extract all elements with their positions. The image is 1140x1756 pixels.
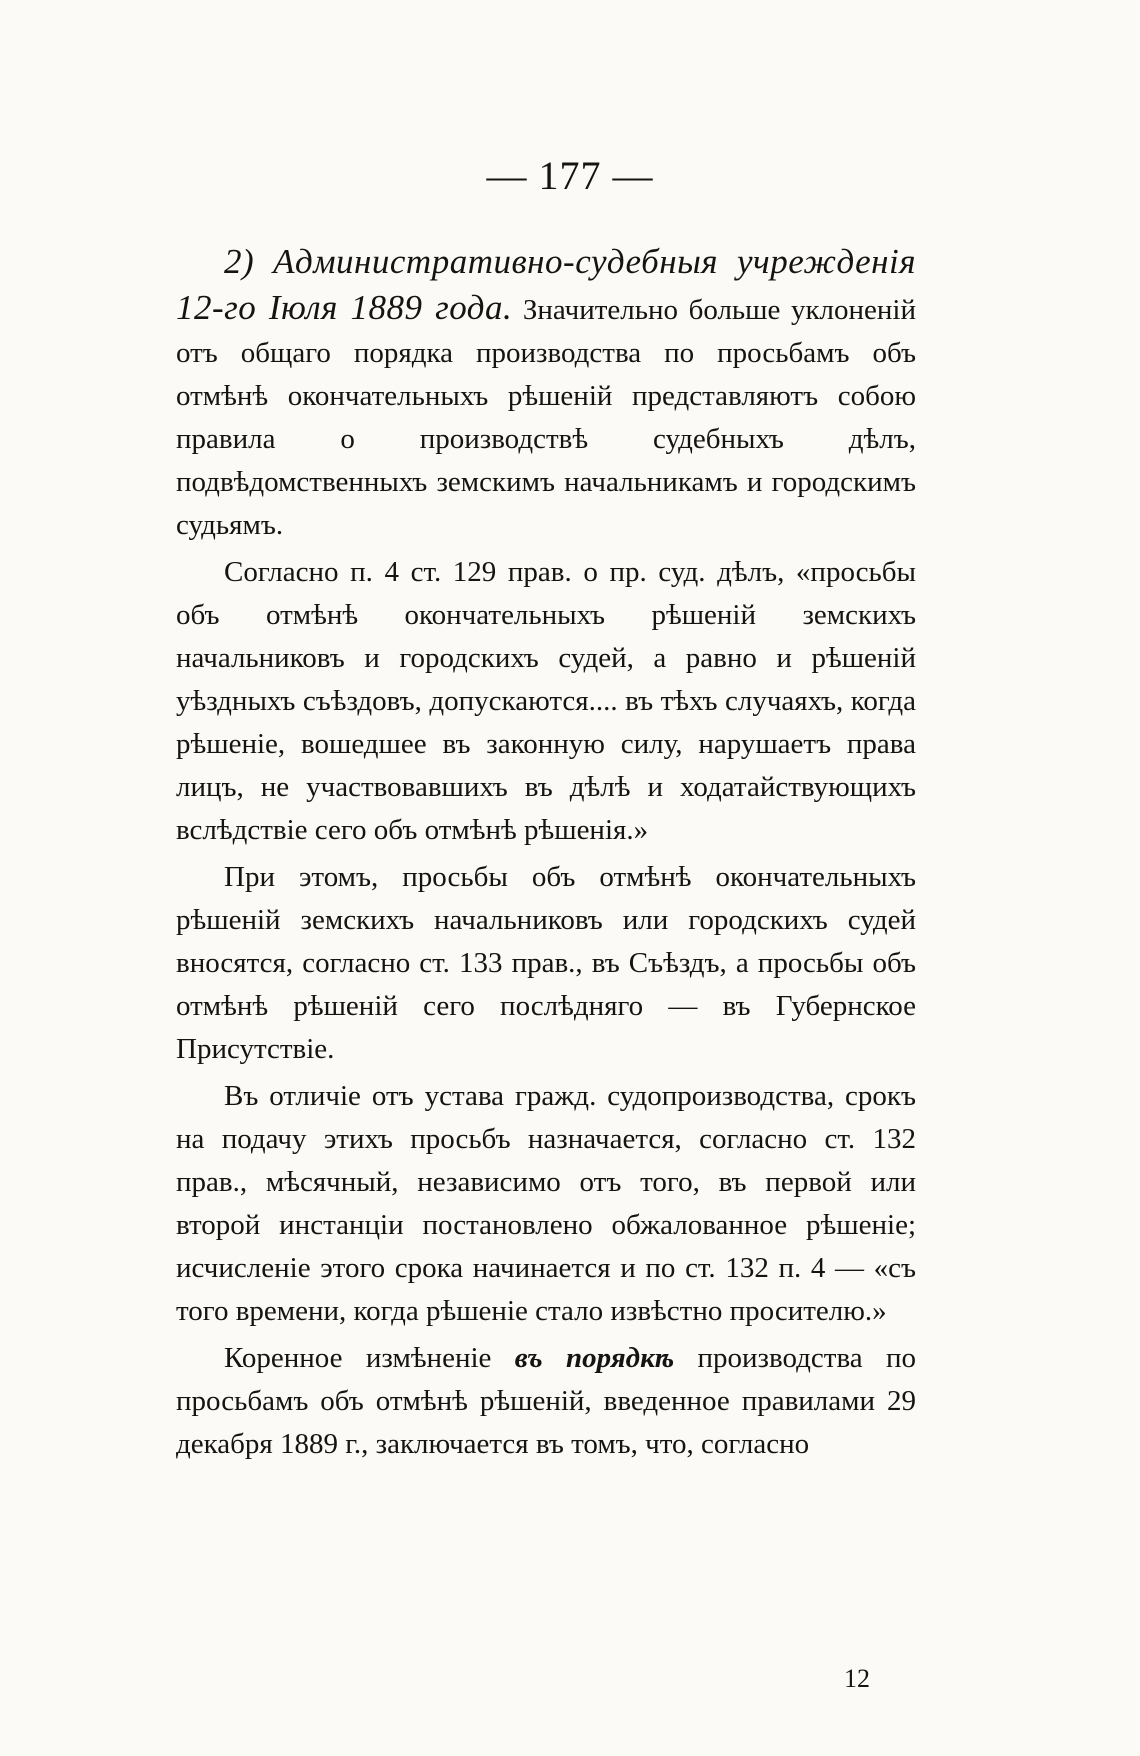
page-number: — 177 — bbox=[486, 153, 654, 198]
paragraph-1-text: Значительно больше уклоненій отъ общаго порядка производства по просьбамъ объ отмѣнѣ окончательныхъ рѣшеній представляютъ собою правила о производствѣ судебныхъ дѣлъ, подвѣдомственныхъ земскимъ начальникамъ и городскимъ судьямъ. bbox=[176, 294, 916, 541]
paragraph-4: Въ отличіе отъ устава гражд. судопроизводства, срокъ на подачу этихъ просьбъ назначается, согласно ст. 132 прав., мѣсячный, независимо отъ того, въ первой или второй инстанціи постановлено обжалованное рѣшеніе; исчисленіе этого срока начинается и по ст. 132 п. 4 — «съ того времени, когда рѣшеніе стало извѣстно просителю.» bbox=[176, 1080, 916, 1327]
paragraph-5-end: производства по просьбамъ объ отмѣнѣ рѣшеній, введенное правилами 29 декабря 1889 г., заключается въ томъ, что, согласно bbox=[176, 1342, 917, 1460]
paragraph-3: При этомъ, просьбы объ отмѣнѣ окончательныхъ рѣшеній земскихъ начальниковъ или городскихъ судей вносятся, согласно ст. 133 прав., въ Съѣздъ, а просьбы объ отмѣнѣ рѣшеній сего послѣдняго — въ Губернское Присутствіе. bbox=[176, 861, 916, 1065]
paragraph-5-emphasis: въ порядкѣ bbox=[514, 1342, 675, 1374]
signature-mark-row bbox=[0, 1664, 1140, 1694]
body-text bbox=[176, 240, 916, 1470]
paragraph-5-start: Коренное измѣненіе bbox=[224, 1342, 515, 1374]
paragraph-1 bbox=[176, 240, 916, 547]
section-heading: 2) Административно-судебныя учрежденія 12-го Іюля 1889 года. bbox=[176, 242, 916, 327]
paragraph-2-lead: Согласно п. 4 ст. 129 прав. о пр. суд. дѣлъ, bbox=[224, 556, 796, 588]
paragraph-2 bbox=[176, 551, 916, 852]
paragraph-5 bbox=[176, 1337, 916, 1466]
paragraph-2-quote: «просьбы объ отмѣнѣ окончательныхъ рѣшеній земскихъ начальниковъ и городскихъ судей, а равно и рѣшеній уѣздныхъ съѣздовъ, допускаются.... въ тѣхъ случаяхъ, когда рѣшеніе, вошедшее въ законную силу, нарушаетъ права лицъ, не участвовавшихъ въ дѣлѣ и ходатайствующихъ вслѣдствіе сего объ отмѣнѣ рѣшенія.» bbox=[176, 556, 916, 846]
signature-mark: 12 bbox=[844, 1664, 870, 1693]
